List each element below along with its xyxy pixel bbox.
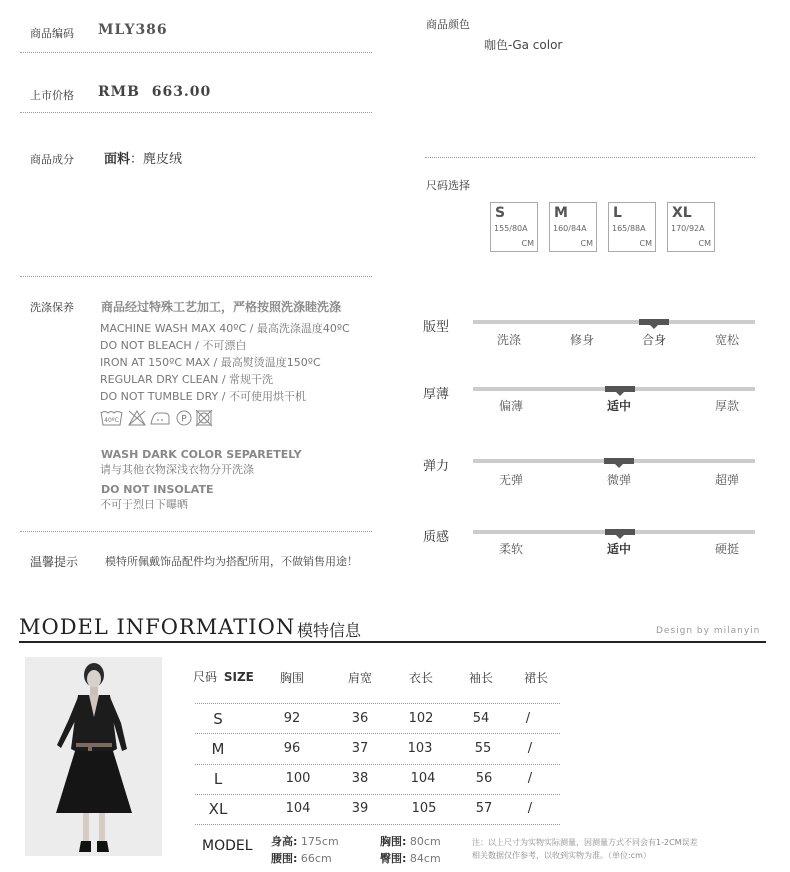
wash-temp-text: 40ºC: [104, 417, 119, 424]
divider: [20, 112, 372, 113]
table-cell: /: [527, 801, 533, 816]
table-cell: /: [527, 741, 533, 756]
table-cell: 39: [351, 801, 369, 816]
price-label: 上市价格: [30, 89, 74, 102]
divider: [425, 157, 755, 158]
care-line: DO NOT TUMBLE DRY / 不可使用烘干机: [100, 390, 306, 403]
table-cell: 37: [351, 741, 369, 756]
hip-value: 84cm: [409, 852, 441, 865]
design-credit: Design by milanyin: [656, 626, 761, 636]
table-cell: 92: [283, 711, 301, 726]
attr-title-texture: 质感: [423, 530, 450, 545]
divider: [20, 52, 372, 53]
table-cell: 38: [351, 771, 369, 786]
table-cell: 96: [283, 741, 301, 756]
attr-option: 厚款: [714, 399, 740, 413]
attr-option: 无弹: [498, 473, 524, 487]
model-section-title: MODEL INFORMATION: [19, 615, 296, 639]
measure-note-2: 相关数据仅作参考，以收到实物为准。（单位:cm）: [472, 851, 651, 860]
material-key: 面料: [104, 152, 131, 167]
insolate-en: DO NOT INSOLATE: [101, 483, 214, 496]
table-rule: [195, 703, 560, 704]
table-header-size-en: SIZE: [223, 670, 254, 684]
dry-clean-icon: [177, 411, 191, 425]
product-price: RMB 663.00: [98, 84, 212, 100]
table-cell-size: XL: [208, 800, 228, 818]
attr-option: 偏薄: [498, 399, 524, 413]
table-header-size-cn: 尺码: [193, 670, 218, 684]
attr-title-thickness: 厚薄: [423, 387, 450, 402]
table-header-shoulder: 肩宽: [347, 671, 373, 685]
table-cell: 55: [474, 741, 492, 756]
attr-option-selected: 适中: [606, 542, 632, 556]
model-section-title-cn: 模特信息: [297, 621, 362, 640]
size-unit: CM: [698, 239, 711, 248]
tip-value: 模特所佩戴饰品配件均为搭配所用，不做销售用途！: [105, 555, 358, 568]
care-line: REGULAR DRY CLEAN / 常规干洗: [100, 373, 274, 386]
waist-value: 66cm: [300, 852, 332, 865]
table-cell: /: [527, 771, 533, 786]
height-label: 身高:: [271, 835, 298, 848]
care-line: MACHINE WASH MAX 40ºC / 最高洗涤温度40ºC: [100, 322, 350, 335]
table-cell: 56: [475, 771, 493, 786]
attr-option: 柔软: [498, 542, 524, 556]
table-cell: 105: [411, 801, 437, 816]
table-rule: [195, 764, 560, 765]
size-spec: 170/92A: [671, 224, 705, 233]
attr-option: 超弹: [714, 473, 740, 487]
table-rule: [195, 824, 560, 825]
section-rule: [19, 641, 766, 643]
model-height: [271, 833, 339, 849]
attr-option: 宽松: [714, 333, 740, 347]
table-cell: 104: [410, 771, 436, 786]
material-info: [104, 148, 182, 167]
model-waist: [271, 850, 332, 866]
no-tumble-dry-icon: [196, 410, 212, 426]
table-cell: 36: [351, 711, 369, 726]
table-header-size: [193, 668, 254, 685]
table-cell-size: S: [213, 710, 223, 728]
color-label: 商品颜色: [426, 18, 470, 31]
table-header-sleeve: 袖长: [468, 671, 494, 685]
height-value: 175cm: [300, 835, 339, 848]
care-line: IRON AT 150ºC MAX / 最高熨烫温度150ºC: [100, 356, 321, 369]
divider: [20, 531, 372, 532]
table-cell-size: L: [213, 770, 223, 788]
waist-label: 腰围:: [271, 852, 298, 865]
model-hip: [380, 850, 441, 866]
model-bust: [380, 833, 441, 849]
table-header-bust: 胸围: [279, 671, 305, 685]
size-spec: 155/80A: [494, 224, 528, 233]
table-cell-size: M: [211, 740, 225, 758]
attr-option: 洗涤: [496, 333, 522, 347]
size-name: L: [613, 205, 622, 221]
size-unit: CM: [639, 239, 652, 248]
bust-value: 80cm: [409, 835, 441, 848]
insolate-cn: 不可于烈日下曝晒: [100, 498, 188, 511]
care-line: DO NOT BLEACH / 不可漂白: [100, 339, 247, 352]
attr-track-fit: [473, 320, 755, 324]
attr-marker-thickness: [605, 386, 635, 392]
table-cell: 103: [407, 741, 433, 756]
attr-marker-texture: [605, 529, 635, 535]
material-sep: ：: [130, 152, 144, 167]
size-name: XL: [672, 205, 692, 221]
table-header-skirt: 裙长: [523, 671, 549, 685]
attr-marker-fit: [639, 319, 669, 325]
attr-option-selected: 适中: [606, 399, 632, 413]
material-label: 商品成分: [30, 153, 74, 166]
size-name: S: [495, 205, 506, 221]
iron-icon: [151, 413, 169, 424]
table-cell: 102: [408, 711, 434, 726]
care-heading: 商品经过特殊工艺加工，严格按照洗涤睦洗涤: [101, 300, 342, 314]
table-cell: 104: [285, 801, 311, 816]
tip-label: 温馨提示: [30, 555, 79, 569]
model-figure-icon: [25, 657, 162, 856]
table-cell: 57: [475, 801, 493, 816]
size-unit: CM: [521, 239, 534, 248]
material-value: 麂皮绒: [143, 152, 183, 167]
size-unit: CM: [580, 239, 593, 248]
care-label: 洗涤保养: [30, 301, 74, 314]
bust-label: 胸围:: [380, 835, 407, 848]
color-value: 咖色-Ga color: [484, 38, 563, 52]
table-header-length: 衣长: [408, 671, 434, 685]
table-cell: /: [525, 711, 531, 726]
attr-option: 修身: [569, 333, 595, 347]
product-code: MLY386: [98, 22, 168, 38]
attr-title-fit: 版型: [423, 320, 450, 335]
size-option-m[interactable]: [549, 202, 597, 252]
attr-option-selected: 合身: [641, 333, 667, 347]
size-name: M: [554, 205, 568, 221]
attr-option: 硬挺: [714, 542, 740, 556]
attr-option-selected: 微弹: [606, 473, 632, 487]
wash-dark-en: WASH DARK COLOR SEPARETELY: [101, 448, 302, 461]
size-option-xl[interactable]: [667, 202, 715, 252]
hip-label: 臀围:: [380, 852, 407, 865]
size-option-s[interactable]: [490, 202, 538, 252]
size-spec: 160/84A: [553, 224, 587, 233]
table-cell: 100: [285, 771, 311, 786]
no-bleach-icon: [129, 411, 145, 425]
attr-marker-elasticity: [604, 458, 634, 464]
size-label: 尺码选择: [426, 179, 470, 192]
table-cell: 54: [472, 711, 490, 726]
wash-dark-cn: 请与其他衣物深浅衣物分开洗涤: [100, 463, 254, 476]
model-photo: [25, 657, 162, 856]
divider: [20, 276, 372, 277]
dry-clean-text: P: [181, 414, 187, 425]
size-spec: 165/88A: [612, 224, 646, 233]
care-lines: [100, 320, 350, 405]
size-option-l[interactable]: [608, 202, 656, 252]
measure-note-1: 注：以上尺寸为实物实际测量，因测量方式不同会有1-2CM误差: [472, 838, 698, 847]
model-label: MODEL: [202, 838, 253, 854]
attr-title-elasticity: 弹力: [423, 459, 450, 474]
table-rule: [195, 794, 560, 795]
care-icons: [100, 408, 225, 428]
wash-tub-icon: [101, 412, 122, 426]
code-label: 商品编码: [30, 27, 74, 40]
table-rule: [195, 733, 560, 734]
